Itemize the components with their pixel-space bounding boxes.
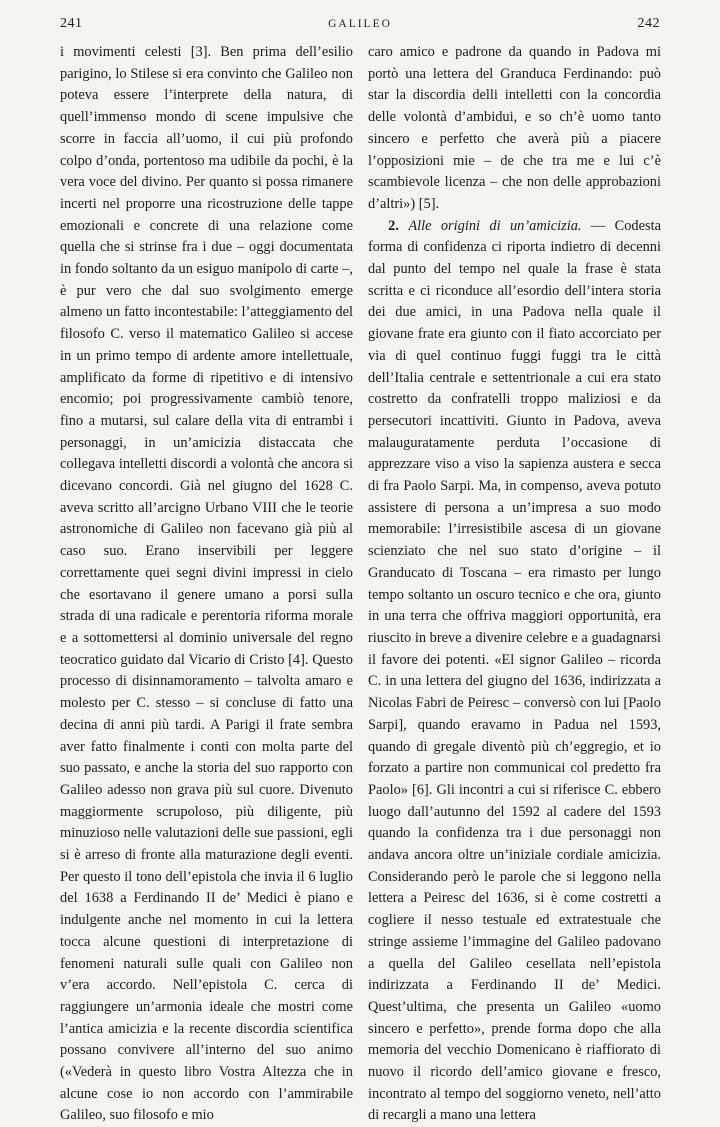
section-number: 2. <box>388 217 399 234</box>
section-2-text: — Codesta forma di confidenza ci riporta indietro di decenni dal punto del tempo nel quale la frase è stata scritta e ci riconduce all’esordio dell’intera storia dei due amici, in una Padova nella quale il giovane frate era giunto con il fiato accorciato per via di quel continuo fuggi fuggi tra le città dell’Italia centrale e settentrionale a cui era stato costretto da confratelli troppo maliziosi e da persecutori incattiviti. Giunto in Padova, aveva malauguratamente perduta l’occasione di apprezzare viso a viso la sapienza austera e secca di fra Paolo Sarpi. Ma, in compenso, aveva potuto assistere di persona a un’impresa a suo modo memorabile: l’irresistibile ascesa di un giovane scienziato che nel suo stato d’origine – il Granducato di Toscana – era rimasto per lungo tempo soltanto un oscuro tecnico e che ora, giunto in una terra che offriva maggiori opportunità, era riuscito in breve a divenire celebre e a guadagnarsi il favore dei potenti. «El signor Galileo – ricorda C. in una lettera del giugno del 1636, indirizzata a Nicolas Fabri de Peiresc – conversò con lui [Paolo Sarpi], quando eravamo in Padua nel 1593, quando di gregale diventò più ch’eggregio, et io forzato a partire non communicai col predetto fra Paolo» [6]. Gli incontri a cui si riferisce C. ebbero luogo dall’autunno del 1592 al cadere del 1593 quando la confidenza tra i due personaggi non andava ancora oltre un’iniziale cordiale amicizia. Considerando però le parole che si leggono nella lettera a Peiresc del 1636, si è come costretti a cogliere il nesso testuale ed extratestuale che stringe assieme l’immagine del Galileo padovano a quella del Galileo cesellata nell’epistola indirizzata a Ferdinando II de’ Medici. Quest’ultima, che presenta un Galileo «uomo sincero e perfetto», prende forma dopo che alla memoria del vecchio Domenicano è riaffiorato di nuovo il ricordo dell’amico giovane e fresco, incontrato al tempo del soggiorno veneto, nell’atto di recargli a mano una lettera <box>368 217 661 1124</box>
right-column-paragraph-1: caro amico e padrone da quando in Padova mi portò una lettera del Granduca Ferdinando: può star la discordia delli intelletti con la concordia delle volontà d’ambidui, e so ch’è uomo tanto sincero e perfetto che averà più a piacere l’opposizioni mie – de che tra me e lui c’è scambievole licenza – che non delle approbazioni d’altri») [5]. <box>368 44 661 212</box>
left-column-paragraph: i movimenti celesti [3]. Ben prima dell’esilio parigino, lo Stilese si era convinto che Galileo non poteva essere l’interprete della natura, di quell’immenso mondo di scene impulsive che scorre in faccia all’uomo, il cui più profondo colpo d’onda, portentoso ma udibile da pochi, è la vera voce del divino. Per quanto si possa rimanere incerti nel proporre una ricostruzione delle tappe emozionali e concrete di una relazione come quella che si strinse fra i due – oggi documentata in fondo soltanto da un esiguo manipolo di carte –, è pur vero che dal suo svolgimento emerge almeno un fatto incontestabile: l’atteggiamento del filosofo C. verso il matematico Galileo si accese in un primo tempo di ardente amore intellettuale, amplificato da forme di ripetitivo e di intensivo encomio; poi progressivamente cambiò tenore, fino a mutarsi, sul calare della vita di entrambi i personaggi, in un’amicizia distaccata che collegava intelletti discordi a volontà che ancora si dicevano concordi. Già nel giugno del 1628 C. aveva scritto all’arcigno Urbano VIII che le teorie astronomiche di Galileo non facevano già più al caso suo. Erano inservibili per leggere correttamente quei segni divini impressi in cielo che esortavano il genere umano a porsi sulla strada di una radicale e perentoria riforma morale e a sottomettersi al dominio universale del regno teocratico guidato dal Vicario di Cristo [4]. Questo processo di disinnamoramento – talvolta amaro e molesto per C. stesso – si concluse di fatto una decina di anni più tardi. A Parigi il frate sembra aver fatto finalmente i conti con molta parte del suo passato, e anche la storia del suo rapporto con Galileo adesso non grava più sul cuore. Divenuto maggiormente scrupoloso, più diligente, più minuzioso nelle valutazioni delle sue passioni, egli si è arreso di fronte alla maturazione degli eventi. Per questo il tono dell’epistola che invia il 6 luglio del 1638 a Ferdinando II de’ Medici è piano e indulgente anche nel momento in cui la lettera tocca alcune questioni di interpretazione di fenomeni naturali sulle quali con Galileo non v’era accordo. Nell’epistola C. cerca di raggiungere un’armonia ideale che mostri come l’antica amicizia e la recente discordia scientifica possano convivere all’interno del suo animo («Vederà in questo libro Vostra Altezza che in alcune cose io non accordo con l’ammirabile Galileo, suo filosofo e mio <box>60 44 353 1124</box>
text-columns <box>60 42 661 1124</box>
running-title: GALILEO <box>328 18 392 30</box>
page-number-left: 241 <box>60 16 83 31</box>
page-number-right: 242 <box>637 16 660 31</box>
right-column <box>368 42 661 1127</box>
section-2-paragraph <box>368 216 661 1127</box>
section-title: Alle origini di un’amicizia. <box>408 217 582 234</box>
page-header <box>60 16 660 36</box>
left-column <box>60 42 353 1127</box>
